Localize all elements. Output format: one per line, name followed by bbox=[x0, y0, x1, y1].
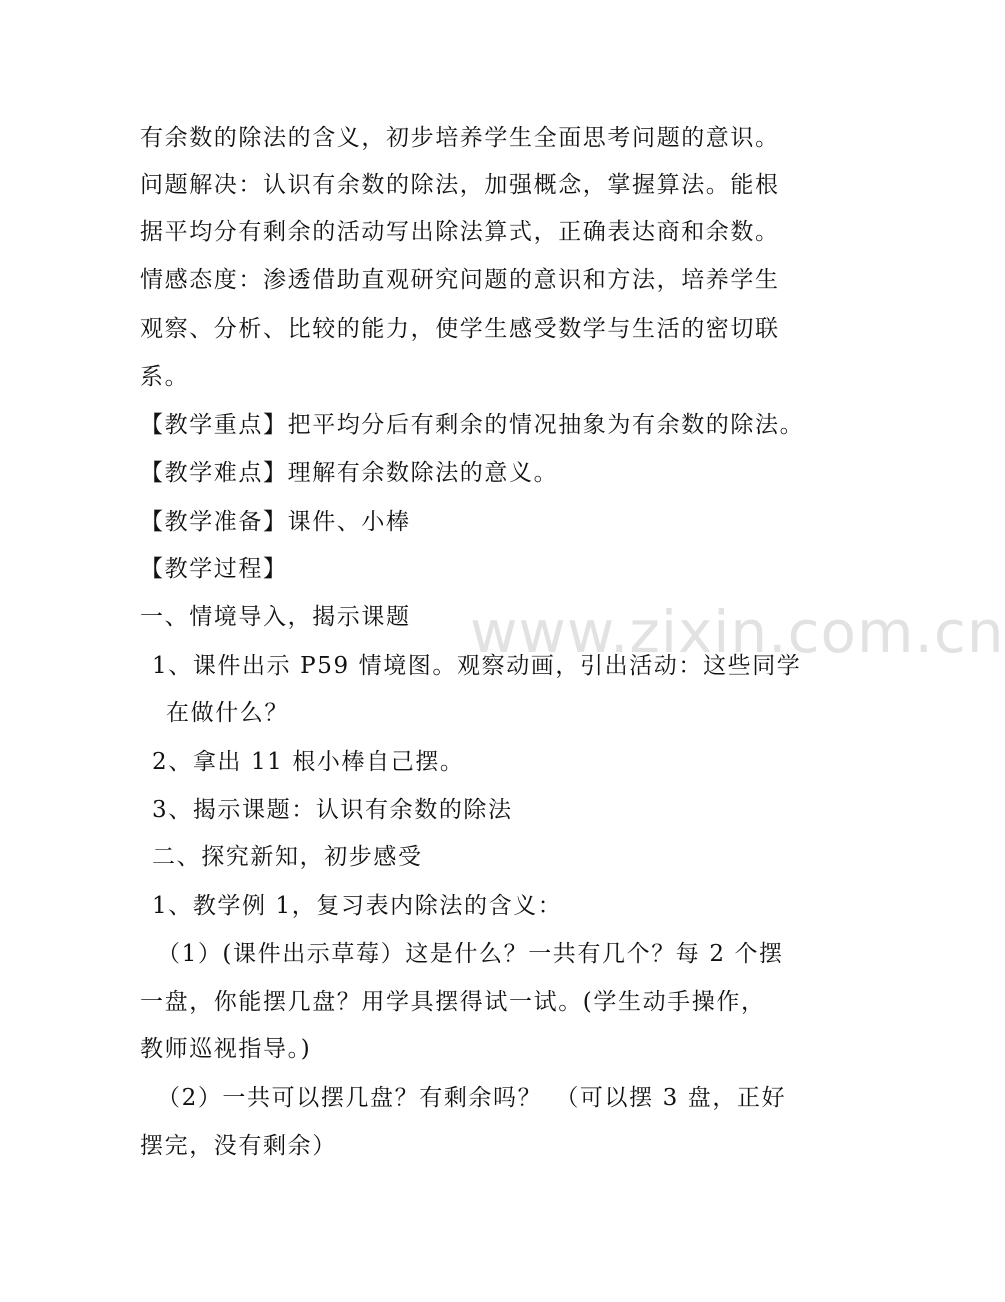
step-1: 1、课件出示 P59 情境图。观察动画，引出活动：这些同学 bbox=[152, 653, 802, 679]
question-2: （2）一共可以摆几盘？有剩余吗？ （可以摆 3 盘，正好 bbox=[157, 1085, 787, 1111]
text-line-2: 问题解决：认识有余数的除法，加强概念，掌握算法。能根 bbox=[140, 172, 780, 198]
heading-part-one: 一、情境导入，揭示课题 bbox=[140, 604, 411, 630]
section-teaching-preparation: 【教学准备】课件、小棒 bbox=[140, 509, 411, 535]
question-1-continued: 一盘，你能摆几盘？用学具摆得试一试。(学生动手操作， bbox=[140, 989, 766, 1015]
text-line-6: 系。 bbox=[140, 364, 190, 390]
text-line-3: 据平均分有剩余的活动写出除法算式，正确表达商和余数。 bbox=[140, 219, 780, 245]
question-1-end: 教师巡视指导。) bbox=[140, 1036, 312, 1062]
section-teaching-focus: 【教学重点】把平均分后有剩余的情况抽象为有余数的除法。 bbox=[140, 412, 805, 438]
example-1: 1、教学例 1，复习表内除法的含义： bbox=[152, 893, 563, 919]
question-1: （1）(课件出示草莓）这是什么？一共有几个？每 2 个摆 bbox=[157, 941, 784, 967]
step-3: 3、揭示课题：认识有余数的除法 bbox=[152, 797, 513, 823]
section-teaching-process: 【教学过程】 bbox=[140, 556, 288, 582]
step-1-continued: 在做什么？ bbox=[166, 700, 289, 726]
text-line-4: 情感态度：渗透借助直观研究问题的意识和方法，培养学生 bbox=[140, 267, 780, 293]
section-teaching-difficulty: 【教学难点】理解有余数除法的意义。 bbox=[140, 460, 559, 486]
question-2-continued: 摆完，没有剩余） bbox=[140, 1133, 337, 1159]
watermark: www.zixin.com.cn bbox=[470, 598, 1005, 666]
text-line-5: 观察、分析、比较的能力，使学生感受数学与生活的密切联 bbox=[140, 316, 780, 342]
heading-part-two: 二、探究新知，初步感受 bbox=[152, 844, 423, 870]
step-2: 2、拿出 11 根小棒自己摆。 bbox=[152, 749, 465, 775]
text-line-1: 有余数的除法的含义，初步培养学生全面思考问题的意识。 bbox=[140, 125, 780, 151]
